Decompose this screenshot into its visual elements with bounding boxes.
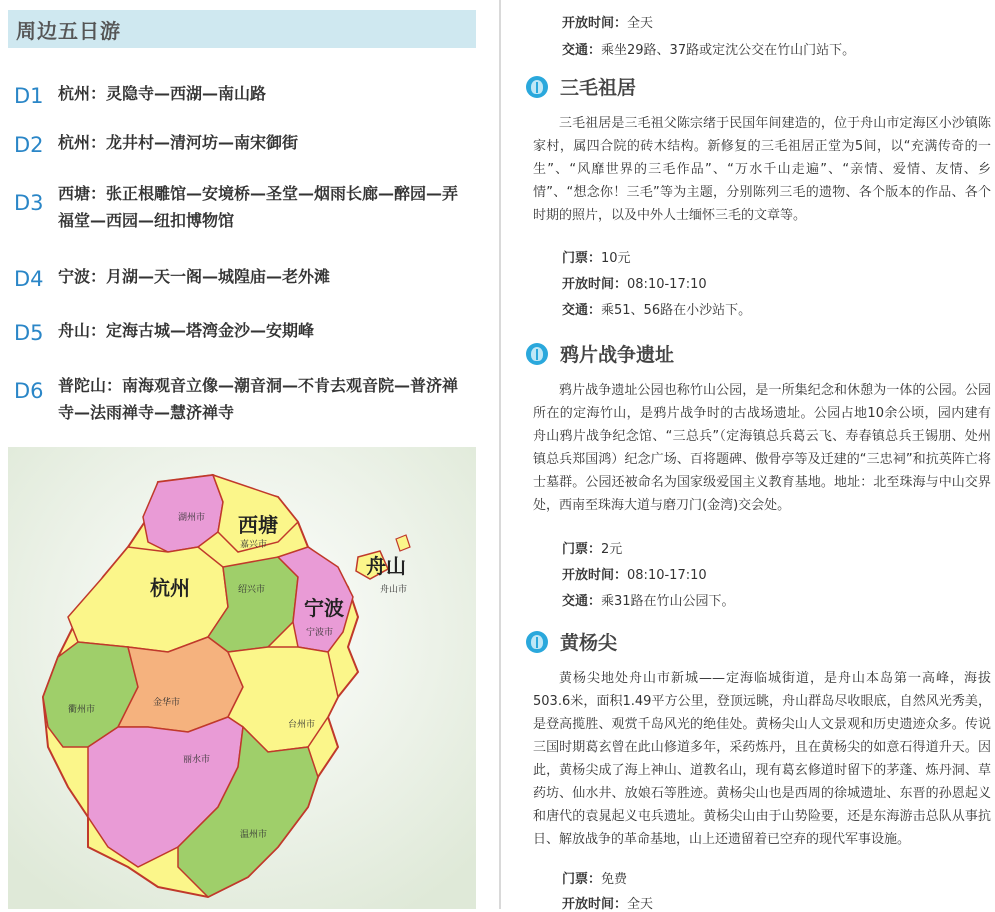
section-paragraph: 黄杨尖地处舟山市新城——定海临城街道，是舟山本岛第一高峰，海拔503.6米，面积1.49平方公里，登顶远眺，舟山群岛尽收眼底，自然风光秀美，是登高揽胜、观赏千岛风光的绝佳处。黄杨尖山人文景观和历史遗迹众多。传说三国时期葛玄曾在此山修道多年，采药炼丹，且在黄杨尖的如意石得道升天。因此，黄杨尖成了海上神山、道教名山，现有葛玄修道时留下的茅蓬、炼丹洞、草药坊、仙水井、放娘石等胜迹。黄杨尖山也是西周的徐城遗址、东晋的孙恩起义和唐代的袁晁起义屯兵遗址。黄杨尖山由于山势险要，还是东海游击总队从事抗日、解放战争的革命基地，山上还遗留着已空弃的现代军事设施。 [533, 671, 991, 847]
map-city-label: 宁波市 [306, 628, 334, 638]
itinerary-column [0, 0, 485, 909]
map-label-ningbo: 宁波 [304, 596, 344, 620]
map-city-label: 嘉兴市 [240, 540, 268, 550]
info-row: 开放时间：全天 [562, 16, 654, 31]
map-city-label: 金华市 [153, 698, 181, 708]
zhejiang-map [8, 447, 476, 909]
location-icon [526, 343, 548, 365]
day-route: 舟山：定海古城—塔湾金沙—安期峰 [58, 321, 315, 340]
day-route: 普陀山：南海观音立像—潮音洞—不肯去观音院—普济禅寺—法雨禅寺—慧济禅寺 [58, 376, 459, 422]
day-item [14, 80, 468, 110]
info-row: 交通：乘31路在竹山公园下。 [562, 594, 735, 609]
day-item [14, 372, 468, 426]
map-label-xitang: 西塘 [238, 513, 278, 537]
map-city-label: 绍兴市 [238, 585, 266, 595]
info-row: 交通：乘51、56路在小沙站下。 [562, 303, 752, 318]
map-city-label: 温州市 [240, 830, 268, 840]
day-route: 西塘：张正根雕馆—安境桥—圣堂—烟雨长廊—醉园—弄福堂—西园—纽扣博物馆 [58, 184, 459, 230]
day-number: D3 [14, 191, 44, 215]
info-row: 开放时间：08:10-17:10 [562, 277, 707, 292]
info-row: 门票：10元 [562, 251, 631, 266]
map-city-label: 台州市 [288, 720, 316, 730]
info-row: 门票：免费 [562, 872, 628, 887]
info-row: 开放时间：全天 [562, 897, 654, 912]
section-paragraph: 鸦片战争遗址公园也称竹山公园，是一所集纪念和休憩为一体的公园。公园所在的定海竹山，是鸦片战争时的古战场遗址。公园占地10余公顷，园内建有舟山鸦片战争纪念馆、“三总兵”（定海镇总兵葛云飞、寿春镇总兵王锡朋、处州镇总兵郑国鸿）纪念广场、百将题碑、傲骨亭等及迁建的“三忠祠”和抗英阵亡将士墓群。公园还被命名为国家级爱国主义教育基地。地址：北至珠海与中山交界处，西南至珠海大道与磨刀门(金湾)交会处。 [533, 383, 991, 513]
day-item [14, 317, 468, 347]
attractions-column [506, 0, 995, 912]
day-number: D2 [14, 133, 44, 157]
day-item [14, 129, 468, 159]
day-route: 宁波：月湖—天一阁—城隍庙—老外滩 [58, 267, 331, 286]
map-city-label: 丽水市 [183, 755, 211, 765]
column-divider [499, 0, 501, 909]
page-title: 周边五日游 [16, 18, 121, 43]
map-city-label: 衢州市 [68, 705, 96, 715]
map-city-label: 湖州市 [178, 513, 206, 523]
section-title-bar [8, 10, 476, 48]
section-paragraph: 三毛祖居是三毛祖父陈宗绪于民国年间建造的，位于舟山市定海区小沙镇陈家村，属四合院的砖木结构。新修复的三毛祖居正堂为5间，以“充满传奇的一生”、“风靡世界的三毛作品”、“万水千山走遍”、“亲情、爱情、友情、乡情”、“想念你！三毛”等为主题，分别陈列三毛的遗物、各个版本的作品、各个时期的照片，以及中外人士缅怀三毛的文章等。 [533, 116, 991, 223]
map-city-label: 舟山市 [380, 585, 408, 595]
day-number: D4 [14, 267, 44, 291]
map-label-zhoushan: 舟山 [366, 554, 406, 578]
day-route: 杭州：龙井村—清河坊—南宋御街 [58, 133, 299, 152]
info-row: 交通：乘坐29路、37路或定沈公交在竹山门站下。 [562, 43, 856, 58]
info-row: 门票：2元 [562, 542, 623, 557]
info-row: 开放时间：08:10-17:10 [562, 568, 707, 583]
map-graphic [8, 447, 476, 909]
day-item [14, 263, 468, 293]
day-number: D6 [14, 379, 44, 403]
map-label-hangzhou: 杭州 [150, 576, 190, 600]
day-number: D5 [14, 321, 44, 345]
location-icon [526, 631, 548, 653]
day-item [14, 180, 468, 234]
day-number: D1 [14, 84, 44, 108]
day-route: 杭州：灵隐寺—西湖—南山路 [58, 84, 267, 103]
section-heading: 黄杨尖 [526, 628, 617, 655]
section-heading: 三毛祖居 [526, 73, 636, 100]
section-heading: 鸦片战争遗址 [526, 340, 674, 367]
location-icon [526, 76, 548, 98]
